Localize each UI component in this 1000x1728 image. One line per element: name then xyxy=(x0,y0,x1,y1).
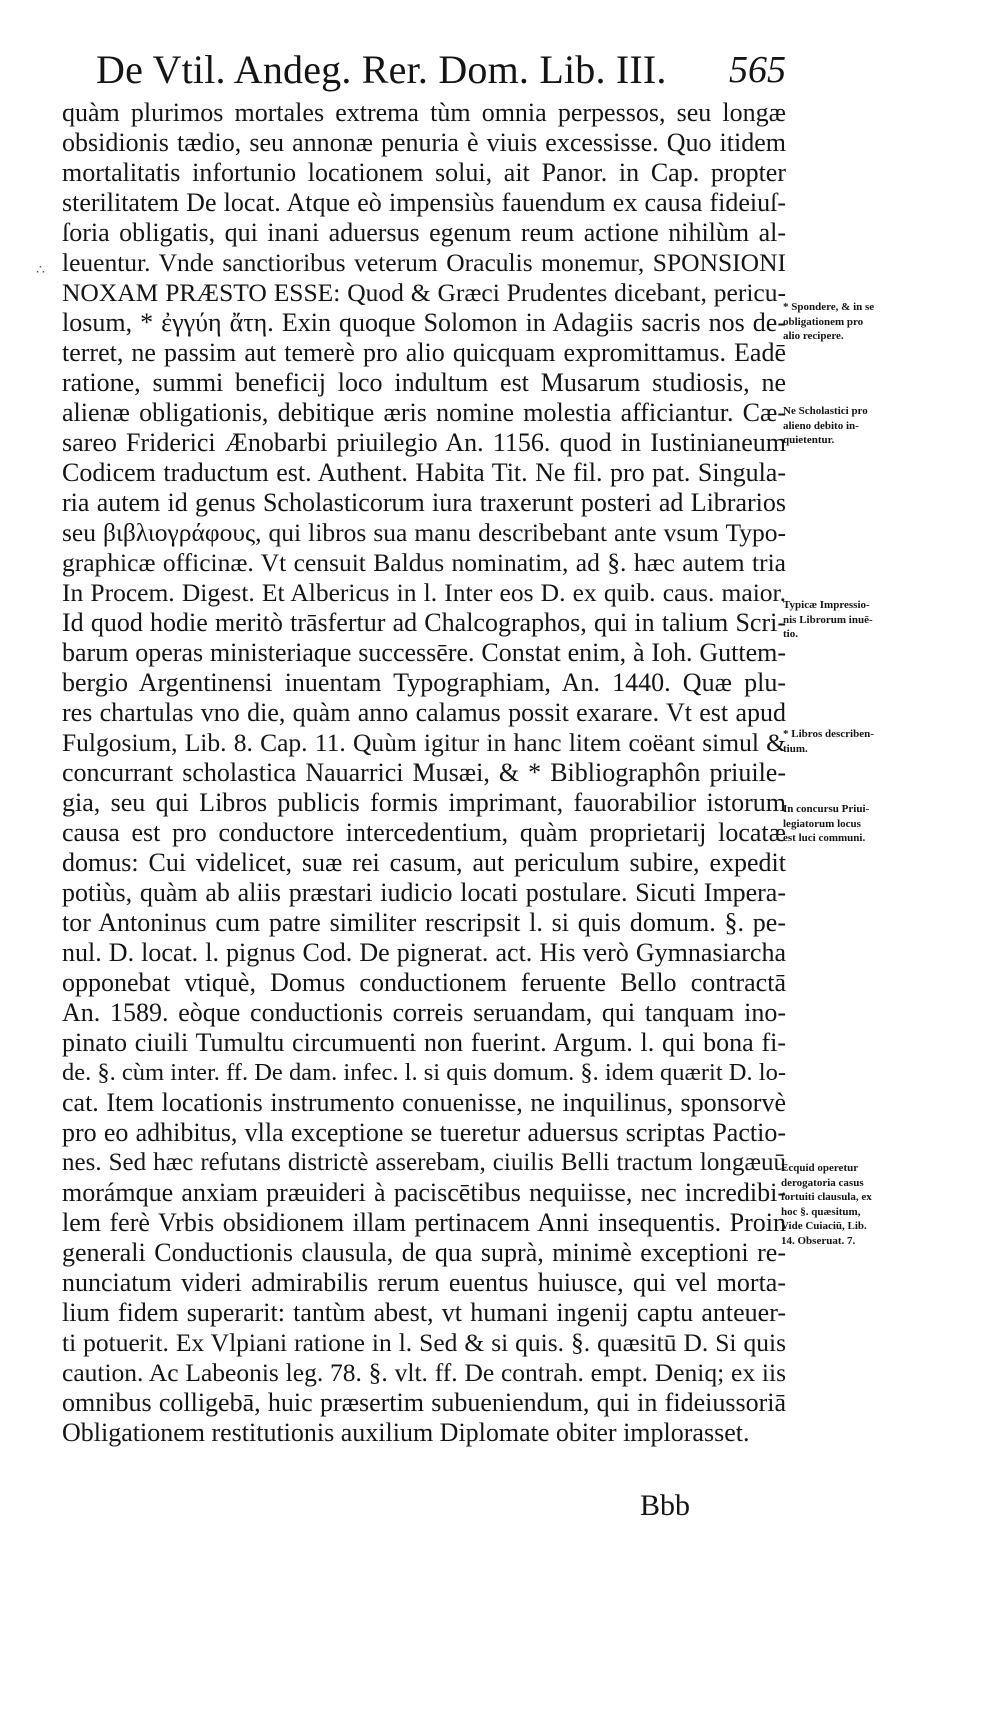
margin-note-line: quietentur. xyxy=(783,434,835,446)
margin-note-line: tium. xyxy=(783,742,808,755)
text-line: alienæ obligationis, debitique æris nomine molestia afficiantur. Cæ- xyxy=(62,398,786,427)
margin-note-line: derogatoria casus xyxy=(781,1176,864,1189)
text-line: NOXAM PRÆSTO ESSE: Quod & Græci Prudentes dicebant, pericu- xyxy=(62,278,786,307)
text-line: ſoria obligatis, qui inani aduersus egenum reum actione nihilùm al- xyxy=(62,218,786,247)
text-line: nunciatum videri admirabilis rerum euentus huiusce, qui vel morta- xyxy=(62,1268,786,1297)
text-line: omnibus colligebā, huic præsertim subueniendum, qui in fideiussoriā xyxy=(62,1388,786,1417)
text-line: Fulgosium, Lib. 8. Cap. 11. Quùm igitur in hanc litem coëant simul & xyxy=(62,728,786,757)
margin-note xyxy=(783,802,923,846)
text-line: seu βιβλιογράφους, qui libros sua manu describebant ante vsum Typo- xyxy=(62,518,786,547)
text-line: opponebat vtiquè, Domus conductionem feruente Bello contractā xyxy=(62,968,786,997)
margin-note-line: Typicæ Impressio- xyxy=(783,599,870,611)
page-number: 565 xyxy=(729,49,786,91)
text-line: In Procem. Digest. Et Albericus in l. Inter eos D. ex quib. caus. maior. xyxy=(62,578,786,607)
text-line: bergio Argentinensi inuentam Typographiam, An. 1440. Quæ plu- xyxy=(62,668,786,697)
text-line: caution. Ac Labeonis leg. 78. §. vlt. ff. De contrah. empt. Deniq; ex iis xyxy=(62,1358,786,1387)
text-line: cat. Item locationis instrumento conuenisse, ne inquilinus, sponsorvè xyxy=(62,1088,786,1117)
text-line: sareo Friderici Ænobarbi priuilegio An. 1156. quod in Iustinianeum xyxy=(62,428,786,457)
margin-note-line: In concursu Priui- xyxy=(783,803,870,815)
text-line: pro eo adhibitus, vlla exceptione se tueretur aduersus scriptas Pactio- xyxy=(62,1118,786,1147)
text-line: tor Antoninus cum patre similiter rescripsit l. si quis domum. §. pe- xyxy=(62,908,786,937)
margin-note-line: nis Librorum inuē- xyxy=(783,613,873,626)
margin-note xyxy=(783,598,923,642)
text-line: domus: Cui videlicet, suæ rei casum, aut periculum subire, expedit xyxy=(62,848,786,877)
text-line: concurrant scholastica Nauarrici Musæi, & * Bibliographôn priuile- xyxy=(62,758,786,787)
text-line: nul. D. locat. l. pignus Cod. De pignerat. act. His verò Gymnasiarcha xyxy=(62,938,786,967)
margin-note-line: obligationem pro xyxy=(783,315,864,328)
main-text-block xyxy=(62,98,786,1448)
text-line: mortalitatis infortunio locationem solui, ait Panor. in Cap. propter xyxy=(62,158,786,187)
signature-mark: Bbb xyxy=(640,1489,691,1522)
text-line: barum operas ministeriaque successēre. Constat enim, à Ioh. Guttem- xyxy=(62,638,786,667)
running-title: De Vtil. Andeg. Rer. Dom. Lib. III. xyxy=(96,47,667,92)
text-line: ti potuerit. Ex Vlpiani ratione in l. Sed & si quis. §. quæsitū D. Si quis xyxy=(62,1328,786,1357)
margin-note-line: Ne Scholastici pro xyxy=(783,405,868,417)
margin-note-line: alieno debito in- xyxy=(783,419,859,432)
margin-note-line: est luci communi. xyxy=(783,832,866,844)
margin-note-line: * Libros describen- xyxy=(783,728,874,740)
text-line: ria autem id genus Scholasticorum iura traxerunt posteri ad Librarios xyxy=(62,488,786,517)
margin-note xyxy=(783,404,923,448)
text-line: quàm plurimos mortales extrema tùm omnia perpessos, seu longæ xyxy=(62,98,786,127)
text-line: lium fidem superarit: tantùm abest, vt humani ingenij captu anteuer- xyxy=(62,1298,786,1327)
text-line: nes. Sed hæc refutans districtè asserebam, ciuilis Belli tractum longæuū xyxy=(62,1149,786,1176)
margin-note-line: * Spondere, & in se xyxy=(783,301,875,313)
margin-note-line: Vide Cuiaciū, Lib. xyxy=(781,1220,867,1232)
text-line: Obligationem restitutionis auxilium Diplomate obiter implorasset. xyxy=(62,1418,750,1447)
text-line: gia, seu qui Libros publicis formis imprimant, fauorabilior istorum xyxy=(62,788,786,817)
text-line: Codicem traductum est. Authent. Habita Tit. Ne fil. pro pat. Singula- xyxy=(62,458,786,487)
margin-note xyxy=(781,1161,921,1248)
margin-note-line: Ecquid operetur xyxy=(781,1162,859,1174)
text-line: morámque anxiam præuideri à paciscētibus nequiisse, nec incredibi- xyxy=(62,1178,786,1207)
text-line: causa est pro conductore intercedentium, quàm proprietarij locatæ xyxy=(62,818,786,847)
text-line: ratione, summi beneficij loco indultum est Musarum studiosis, ne xyxy=(62,368,786,397)
text-line: terret, ne passim aut temerè pro alio quicquam expromittamus. Eadē xyxy=(62,338,786,367)
margin-note xyxy=(783,727,923,756)
text-line: potiùs, quàm ab aliis præstari iudicio locati postulare. Sicuti Impera- xyxy=(62,878,786,907)
text-line: losum, * ἐγγύη ἄτη. Exin quoque Solomon in Adagiis sacris nos de- xyxy=(62,308,786,337)
text-line: leuentur. Vnde sanctioribus veterum Oraculis monemur, SPONSIONI xyxy=(62,248,786,277)
text-line: An. 1589. eòque conductionis correis seruandam, qui tanquam ino- xyxy=(62,998,786,1027)
text-line: graphicæ officinæ. Vt censuit Baldus nominatim, ad §. hæc autem tria xyxy=(62,548,786,577)
text-line: pinato ciuili Tumultu circumuenti non fuerint. Argum. l. qui bona fi- xyxy=(62,1028,786,1057)
margin-note xyxy=(783,300,923,344)
margin-note-line: tio. xyxy=(783,628,798,640)
text-line: lem ferè Vrbis obsidionem illam pertinacem Anni insequentis. Proin xyxy=(62,1208,786,1237)
page-header xyxy=(96,44,786,96)
text-line: generali Conductionis clausula, de qua suprà, minimè exceptioni re- xyxy=(62,1238,786,1267)
text-line: de. §. cùm inter. ff. De dam. infec. l. si quis domum. §. idem quærit D. lo- xyxy=(62,1059,786,1086)
margin-dots: ∴ xyxy=(36,263,45,278)
text-line: obsidionis tædio, seu annonæ penuria è viuis excessisse. Quo itidem xyxy=(62,128,786,157)
margin-note-line: legiatorum locus xyxy=(783,817,861,830)
margin-note-line: fortuiti clausula, ex xyxy=(781,1191,872,1203)
text-line: Id quod hodie meritò trāsfertur ad Chalcographos, qui in talium Scri- xyxy=(62,608,786,637)
margin-note-line: 14. Obseruat. 7. xyxy=(781,1234,856,1247)
text-line: sterilitatem De locat. Atque eò impensiùs fauendum ex causa fideiuſ- xyxy=(62,188,786,217)
margin-note-line: alio recipere. xyxy=(783,330,844,342)
margin-note-line: hoc §. quæsitum, xyxy=(781,1205,861,1218)
text-line: res chartulas vno die, quàm anno calamus possit exarare. Vt est apud xyxy=(62,698,786,727)
